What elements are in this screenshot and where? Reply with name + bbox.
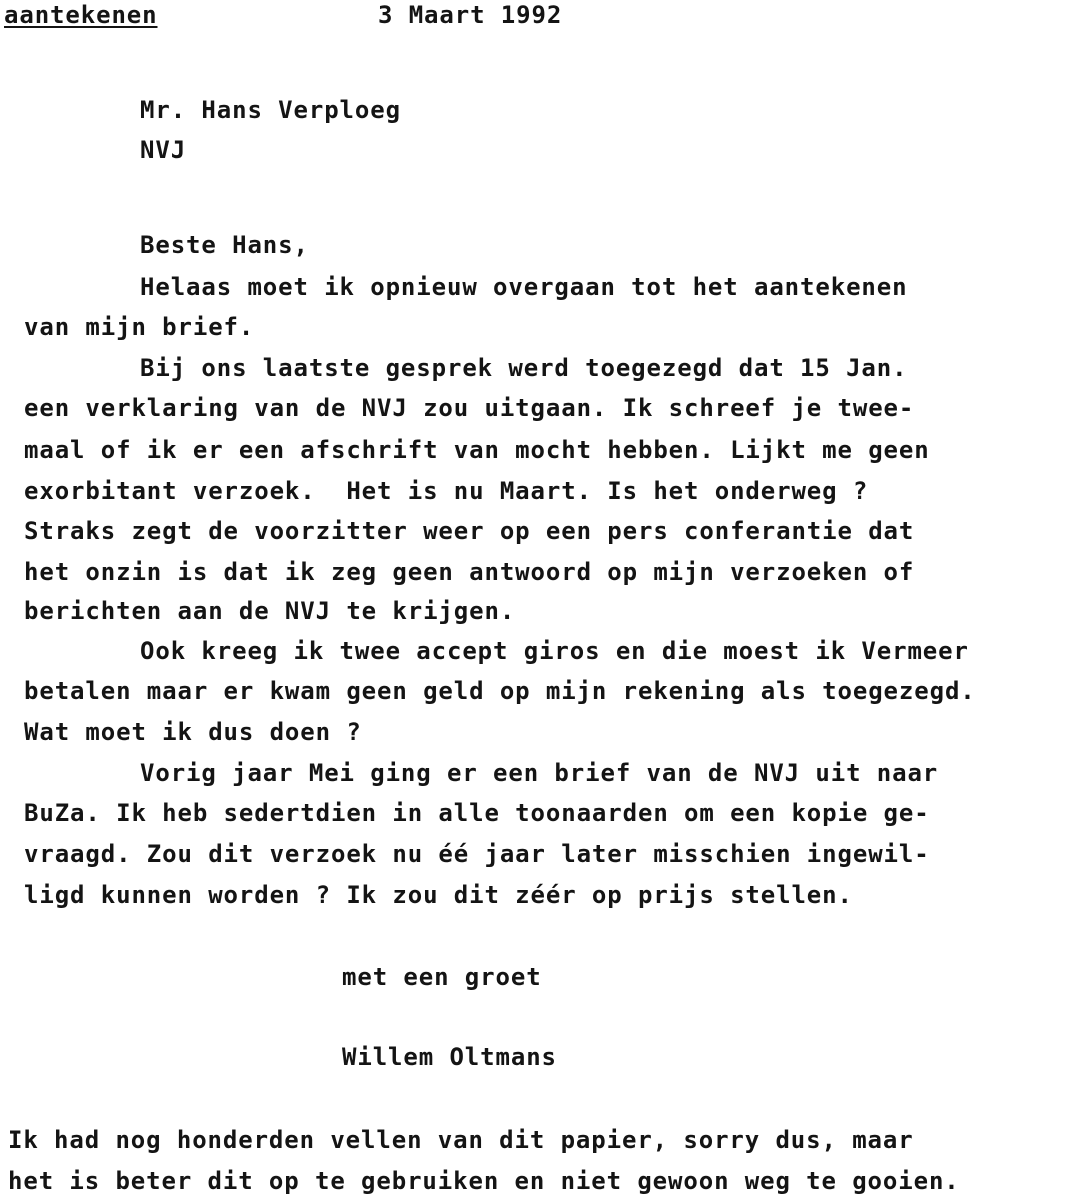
body-line: een verklaring van de NVJ zou uitgaan. Ik schreef je twee- <box>24 394 915 422</box>
body-line: Helaas moet ik opnieuw overgaan tot het aantekenen <box>140 273 908 301</box>
recipient-organization: NVJ <box>140 136 187 164</box>
signature-name: Willem Oltmans <box>342 1043 557 1071</box>
body-line: betalen maar er kwam geen geld op mijn rekening als toegezegd. <box>24 677 976 705</box>
body-line: maal of ik er een afschrift van mocht hebben. Lijkt me geen <box>24 436 930 464</box>
body-line: BuZa. Ik heb sedertdien in alle toonaarden om een kopie ge- <box>24 799 930 827</box>
recipient-name: Mr. Hans Verploeg <box>140 96 401 124</box>
body-line: Bij ons laatste gesprek werd toegezegd dat 15 Jan. <box>140 354 908 382</box>
body-line: het onzin is dat ik zeg geen antwoord op mijn verzoeken of <box>24 558 915 586</box>
body-line: Vorig jaar Mei ging er een brief van de NVJ uit naar <box>140 759 939 787</box>
body-line: van mijn brief. <box>24 313 255 341</box>
postscript-line: het is beter dit op te gebruiken en niet gewoon weg te gooien. <box>8 1167 960 1195</box>
body-line: vraagd. Zou dit verzoek nu éé jaar later misschien ingewil- <box>24 840 930 868</box>
salutation: Beste Hans, <box>140 231 309 259</box>
registered-mail-mark: aantekenen <box>4 1 158 29</box>
body-line: ligd kunnen worden ? Ik zou dit zéér op prijs stellen. <box>24 881 853 909</box>
closing: met een groet <box>342 963 542 991</box>
body-line: berichten aan de NVJ te krijgen. <box>24 597 516 625</box>
body-line: exorbitant verzoek. Het is nu Maart. Is het onderweg ? <box>24 477 869 505</box>
postscript-line: Ik had nog honderden vellen van dit papier, sorry dus, maar <box>8 1126 914 1154</box>
body-line: Wat moet ik dus doen ? <box>24 718 362 746</box>
letter-date: 3 Maart 1992 <box>378 1 563 29</box>
body-line: Straks zegt de voorzitter weer op een pers conferantie dat <box>24 517 915 545</box>
body-line: Ook kreeg ik twee accept giros en die moest ik Vermeer <box>140 637 969 665</box>
